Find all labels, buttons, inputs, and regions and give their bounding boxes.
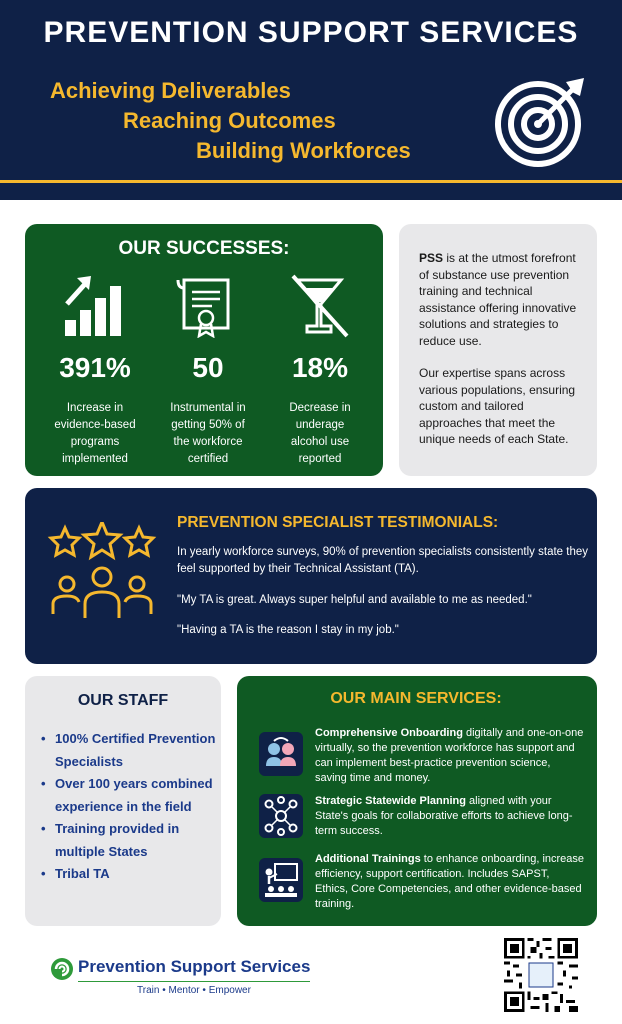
stat-value-programs: 391% (59, 352, 131, 383)
staff-list (41, 728, 217, 886)
service-planning-name: Strategic Statewide Planning (315, 795, 466, 807)
stat-desc-programs (45, 400, 145, 468)
gold-divider (0, 180, 622, 183)
stat-desc-certified (158, 400, 258, 468)
staff-item: • 100% Certified Prevention Specialists (41, 728, 217, 773)
testimonials-title: PREVENTION SPECIALIST TESTIMONIALS: (177, 514, 499, 531)
testimonial-quote-1: "My TA is great. Always super helpful and available to me as needed." (177, 594, 532, 606)
logo-tagline: Train • Mentor • Empower (137, 985, 251, 996)
target-icon (492, 74, 588, 170)
stars-people-icon (47, 522, 157, 632)
stat-desc-line: underage (295, 419, 345, 431)
service-onboarding-desc: digitally and one-on-one virtually, so the prevention workforce has support and can implement best-practice prevention science, saving time and money. (315, 727, 584, 784)
planning-network-icon (259, 794, 303, 838)
logo-name: Prevention Support Services (78, 957, 311, 976)
testimonials-panel (25, 488, 597, 664)
stat-desc-line: evidence-based (54, 419, 136, 431)
no-alcohol-icon (287, 274, 351, 338)
stat-desc-line: alcohol use (290, 436, 350, 448)
about-paragraph-2: Our expertise spans across various populations, ensuring custom and tailored approaches that meet the unique needs of each State. (419, 366, 576, 446)
stat-desc-line: getting 50% of (171, 419, 245, 431)
service-planning-desc: aligned with your State's goals for collaborative efforts to achieve long-term success. (315, 795, 573, 837)
service-trainings-desc: to enhance onboarding, increase efficiency, support certification. Includes SAPST, Ethics, Core Competencies, and other evidence-based training. (315, 853, 585, 910)
stat-desc-line: the workforce (173, 436, 243, 448)
stat-desc-line: implemented (62, 453, 128, 465)
about-paragraph-1 (419, 250, 584, 349)
stat-desc-line: Instrumental in (170, 402, 246, 414)
stat-value-alcohol: 18% (291, 352, 349, 383)
logo-divider (78, 981, 310, 982)
successes-panel (25, 224, 383, 476)
about-text (419, 250, 584, 448)
testimonial-quote-2: "Having a TA is the reason I stay in my job." (177, 624, 399, 636)
stat-desc-line: Decrease in (289, 402, 351, 414)
survey-statement: In yearly workforce surveys, 90% of prevention specialists consistently state they feel supported by their Technical Assistant (TA). (177, 546, 588, 575)
swirl-logo-icon (50, 957, 74, 981)
service-onboarding-name: Comprehensive Onboarding (315, 727, 463, 739)
service-onboarding-text (315, 726, 585, 786)
tagline-deliverables: Achieving Deliverables (50, 78, 291, 103)
footer-logo (50, 955, 320, 1005)
services-panel (237, 676, 597, 926)
qr-code[interactable] (504, 938, 578, 1012)
stat-desc-alcohol (270, 400, 370, 468)
staff-title: OUR STAFF (77, 692, 169, 709)
about-panel (399, 224, 597, 476)
page-title: PREVENTION SUPPORT SERVICES (43, 16, 579, 49)
service-planning-text (315, 794, 585, 839)
stat-desc-line: programs (70, 436, 120, 448)
onboarding-icon (259, 732, 303, 776)
service-trainings-name: Additional Trainings (315, 853, 421, 865)
about-p1-text: is at the utmost forefront of substance use prevention training and technical assistance offering innovative solutions and strategies to reduce use. (419, 251, 577, 348)
services-title: OUR MAIN SERVICES: (330, 690, 502, 707)
stat-desc-line: reported (298, 453, 342, 465)
growth-bars-icon (63, 274, 127, 338)
service-trainings-text (315, 852, 585, 912)
staff-item: • Over 100 years combined experience in the field (41, 773, 217, 818)
successes-title: OUR SUCCESSES: (118, 238, 290, 259)
staff-panel (25, 676, 221, 926)
stat-desc-line: certified (187, 453, 229, 465)
header-banner (0, 0, 622, 200)
tagline-outcomes: Reaching Outcomes (123, 108, 336, 133)
tagline-workforces: Building Workforces (196, 138, 411, 163)
stat-value-certified: 50 (192, 352, 224, 383)
pss-acronym: PSS (419, 251, 444, 265)
certificate-icon (172, 274, 236, 338)
stat-desc-line: Increase in (66, 402, 124, 414)
staff-item: • Tribal TA (41, 863, 217, 886)
training-presentation-icon (259, 858, 303, 902)
staff-item: • Training provided in multiple States (41, 818, 217, 863)
